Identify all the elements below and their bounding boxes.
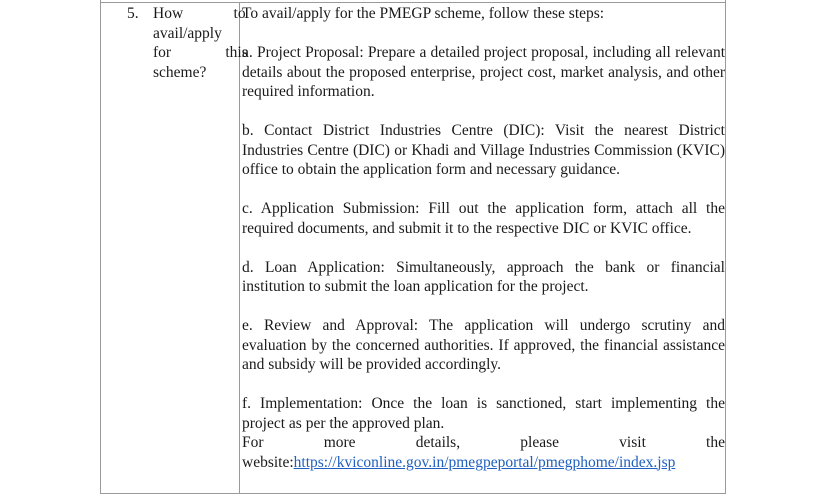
answer-intro: To avail/apply for the PMEGP scheme, follow these steps: bbox=[242, 5, 605, 22]
column-divider bbox=[239, 2, 240, 494]
step-e-review-approval: e. Review and Approval: The application will undergo scrutiny and evaluation by the concerned authorities. If approved, the financial assistance and subsidy will be provided accordingly. bbox=[242, 317, 725, 373]
website-line bbox=[242, 453, 725, 473]
step-c-application-submission: c. Application Submission: Fill out the application form, attach all the required documents, and submit it to the respective DIC or KVIC office. bbox=[242, 200, 725, 237]
table-top-border bbox=[100, 2, 726, 3]
website-sentence bbox=[242, 433, 725, 453]
question-word-to: to bbox=[233, 5, 246, 22]
step-f-implementation: f. Implementation: Once the loan is sanctioned, start implementing the project as per the approved plan. bbox=[242, 395, 725, 432]
website-word: For bbox=[242, 434, 264, 451]
question-word-for: for bbox=[153, 44, 172, 61]
answer-cell bbox=[242, 4, 725, 472]
website-word: visit bbox=[619, 434, 646, 451]
question-line-1 bbox=[153, 4, 246, 24]
question-line-4: scheme? bbox=[153, 63, 207, 81]
question-word-how: How bbox=[153, 5, 184, 22]
step-d-loan-application: d. Loan Application: Simultaneously, approach the bank or financial institution to submit the loan application for the project. bbox=[242, 258, 725, 295]
website-word: more bbox=[323, 434, 356, 451]
question-line-3 bbox=[153, 43, 248, 63]
website-word: please bbox=[520, 434, 559, 451]
website-word: the bbox=[706, 434, 725, 451]
question-word-this: this bbox=[225, 44, 248, 61]
question-text bbox=[153, 4, 248, 82]
website-prefix: website: bbox=[242, 453, 294, 471]
kvic-portal-link[interactable]: https://kviconline.gov.in/pmegpeportal/pmegphome/index.jsp bbox=[293, 453, 676, 471]
website-word: details, bbox=[415, 434, 461, 451]
question-number: 5. bbox=[127, 5, 139, 22]
step-b-contact-dic: b. Contact District Industries Centre (DIC): Visit the nearest District Industries Centre (DIC) or Khadi and Village Industries Commission (KVIC) office to obtain the application form and necessary guidance. bbox=[242, 122, 725, 178]
step-a-project-proposal: a. Project Proposal: Prepare a detailed project proposal, including all relevant details about the proposed enterprise, project cost, market analysis, and other required information. bbox=[242, 44, 725, 100]
question-line-2: avail/apply bbox=[153, 24, 222, 42]
